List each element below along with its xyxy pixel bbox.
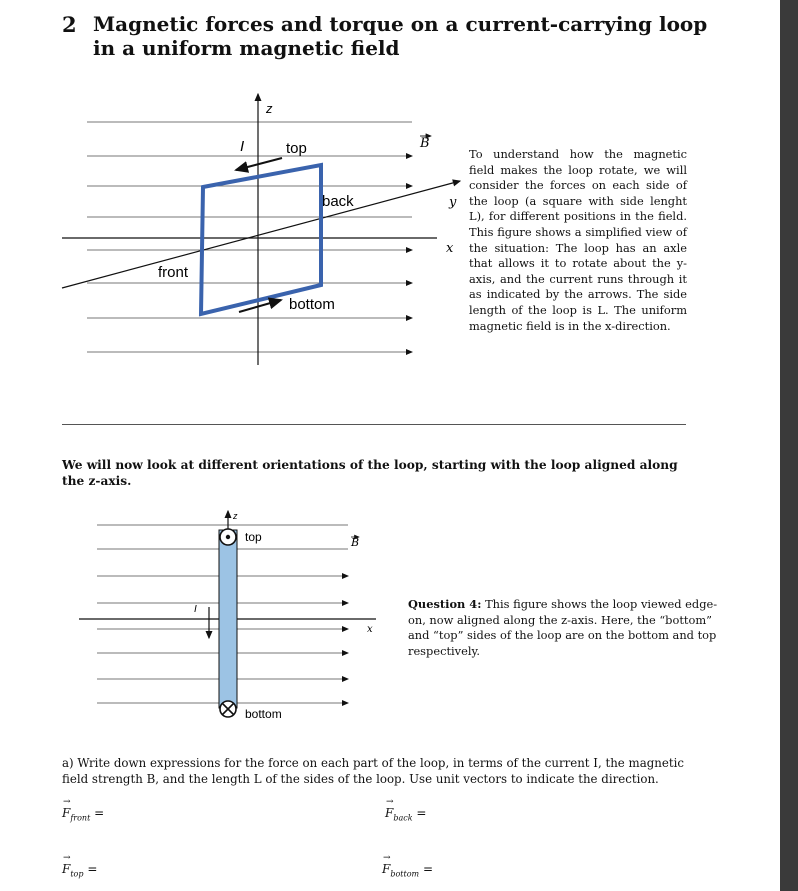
side-bottom-label: bottom xyxy=(289,296,335,313)
question-4-label: Question 4: xyxy=(408,597,482,611)
scrollbar[interactable] xyxy=(780,0,798,891)
side-top-label-2: top xyxy=(245,530,262,544)
field-b-label-2: B xyxy=(351,536,360,549)
force-symbol: → F xyxy=(62,862,70,876)
side-bottom-label-2: bottom xyxy=(245,707,282,721)
force-front-subscript: front xyxy=(70,813,91,823)
force-back-equation xyxy=(385,806,426,822)
current-arrow-top xyxy=(236,158,282,170)
current-out-dot xyxy=(226,535,230,539)
force-top-equation xyxy=(62,862,97,878)
axis-y-label: y xyxy=(449,195,457,210)
figure-description: To understand how the magnetic field makes the loop rotate, we will consider the forces on each side of the loop (a square with side lenght L), for different positions in the field. This figure shows a simplified view of the situation: The loop has an axle that allows it to rotate about the y-axis, and the current runs through it as indicated by the arrows. The side length of the loop is L. The uniform magnetic field is in the x-direction. xyxy=(469,147,687,333)
side-back-label: back xyxy=(322,193,354,210)
figure-loop-3d xyxy=(0,80,480,370)
question-4-text: This figure shows the loop viewed edge-on, now aligned along the z-axis. Here, the “bottom” and “top” sides of the loop are on the bottom and top respectively. xyxy=(408,597,718,658)
side-front-label: front xyxy=(158,264,189,281)
force-top-subscript: top xyxy=(70,869,84,879)
current-label: I xyxy=(240,138,245,155)
equals-sign: = xyxy=(416,806,427,820)
equals-sign: = xyxy=(87,862,98,876)
orientation-intro: We will now look at different orientations of the loop, starting with the loop aligned along the z-axis. xyxy=(62,458,678,488)
y-axis xyxy=(62,181,460,288)
section-number: 2 xyxy=(62,12,77,37)
current-label-2: I xyxy=(194,604,197,615)
side-top-label: top xyxy=(286,140,307,157)
equals-sign: = xyxy=(422,862,433,876)
current-loop xyxy=(201,165,321,314)
axis-z-label: z xyxy=(266,101,273,116)
section-divider xyxy=(62,424,686,425)
axis-z-label-2: z xyxy=(233,511,238,521)
force-bottom-subscript: bottom xyxy=(390,869,420,879)
section-title: Magnetic forces and torque on a current-carrying loop in a uniform magnetic field xyxy=(93,12,708,60)
force-back-subscript: back xyxy=(393,813,413,823)
field-b-label: B xyxy=(420,136,430,151)
force-symbol: → F xyxy=(385,806,393,820)
question-part-a: a) Write down expressions for the force on each part of the loop, in terms of the current I, the magnetic field strength B, and the length L of the sides of the loop. Use unit vectors to indicate the direction. xyxy=(62,756,684,786)
figure-loop-edge-on xyxy=(0,505,400,725)
equals-sign: = xyxy=(94,806,105,820)
question-4 xyxy=(408,597,718,659)
axis-x-label: x xyxy=(446,241,454,256)
force-symbol: → F xyxy=(382,862,390,876)
loop-edge-on xyxy=(219,530,237,708)
force-symbol: → F xyxy=(62,806,70,820)
force-front-equation xyxy=(62,806,104,822)
axis-x-label-2: x xyxy=(367,624,373,635)
force-bottom-equation xyxy=(382,862,433,878)
